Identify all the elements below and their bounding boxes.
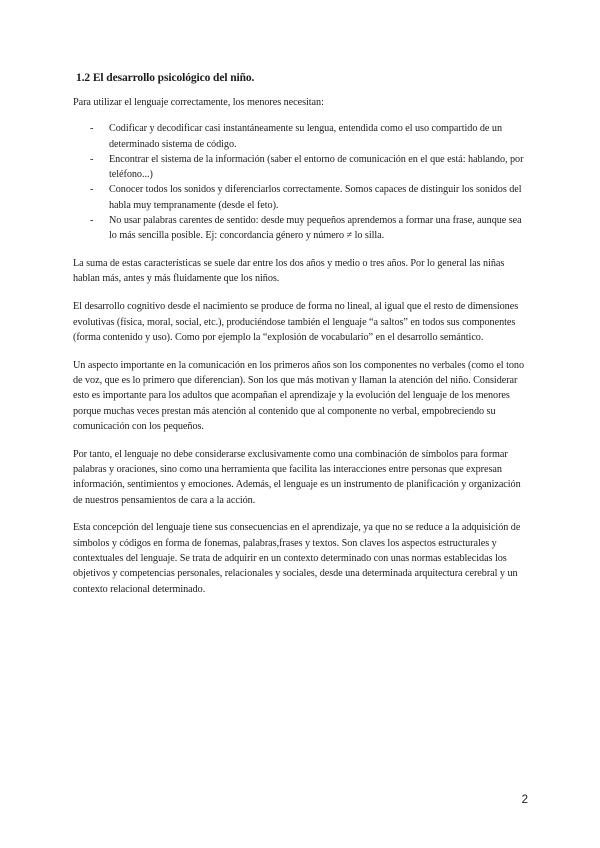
intro-paragraph: Para utilizar el lenguaje correctamente, los menores necesitan: <box>73 97 324 108</box>
dash-bullet: - <box>90 153 94 165</box>
dash-bullet: - <box>90 123 94 135</box>
list-item-text: Conocer todos los sonidos y diferenciarlos correctamente. Somos capaces de distinguir los sonidos del habla muy tempranamente (desde el feto). <box>109 184 522 211</box>
body-paragraph: La suma de estas características se suele dar entre los dos años y medio o tres años. Por lo general las niñas hablan más, antes y más fluidamente que los niños. <box>73 258 505 285</box>
section-heading: 1.2 El desarrollo psicológico del niño. <box>76 72 255 84</box>
list-item <box>73 152 529 183</box>
body-paragraph: Esta concepción del lenguaje tiene sus consecuencias en el aprendizaje, ya que no se reduce a la adquisición de símbolos y códigos en forma de fonemas, palabras,frases y textos. Son claves los aspectos estructurales y contextuales del lenguaje. Se trata de adquirir en un contexto determinado con unas normas establecidas los objetivos y competencias personales, relacionales y sociales, desde una determinada arquitectura cerebral y un contexto relacional determinado. <box>73 522 521 595</box>
list-item-text: No usar palabras carentes de sentido: desde muy pequeños aprendemos a formar una frase, aunque sea lo más sencilla posible. Ej: concordancia género y número ≠ lo silla. <box>109 215 522 242</box>
list-item-text: Encontrar el sistema de la información (saber el entorno de comunicación en el que está: hablando, por teléfono...) <box>109 153 524 181</box>
list-item <box>73 213 529 244</box>
body-paragraph: Un aspecto importante en la comunicación en los primeros años son los componentes no verbales (como el tono de voz, que es lo primero que diferencian). Son los que más motivan y llaman la atención del niño. Considerar esto es importante para los adultos que acompañan el aprendizaje y la evolución del lenguaje de los menores porque muchas veces prestan más atención al contenido que al componente no verbal, empobreciendo su comunicación con los pequeños. <box>73 359 524 432</box>
page-number: 2 <box>521 794 528 806</box>
list-item <box>73 182 529 213</box>
body-paragraph: El desarrollo cognitivo desde el nacimiento se produce de forma no lineal, al igual que el resto de dimensiones evolutivas (física, moral, social, etc.), produciéndose también el lenguaje “a saltos” en todos sus componentes (forma contenido y uso). Como por ejemplo la “explosión de vocabulario” en el desarrollo semántico. <box>73 301 519 343</box>
needs-list <box>73 121 529 243</box>
body-paragraph: Por tanto, el lenguaje no debe considerarse exclusivamente como una combinación de símbolos para formar palabras y oraciones, sino como una herramienta que facilita las interacciones entre personas que expresan información, sentimientos y emociones. Además, el lenguaje es un instrumento de planificación y organización de nuestros pensamientos de cara a la acción. <box>73 448 521 506</box>
list-item-text: Codificar y decodificar casi instantáneamente su lengua, entendida como el uso compartido de un determinado sistema de código. <box>109 123 502 150</box>
document-page <box>73 71 529 609</box>
dash-bullet: - <box>90 215 94 227</box>
dash-bullet: - <box>90 184 94 196</box>
list-item <box>73 121 529 152</box>
